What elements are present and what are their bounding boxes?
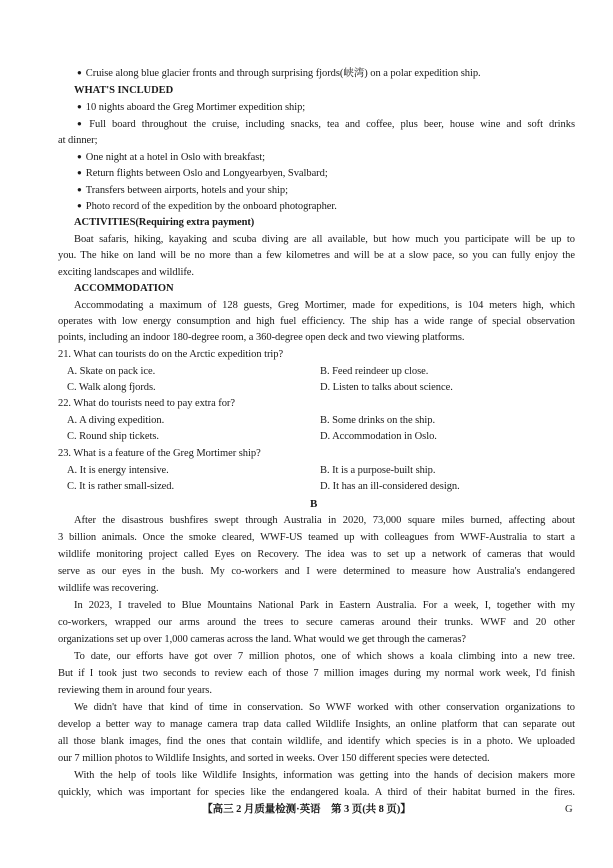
paragraph-line: points, including an indoor 180-degree room, a 360-degree open deck and two viewing platforms. [58,332,465,343]
paragraph-line: Boat safaris, hiking, kayaking and scuba diving are all available, but how much you participate will be up to [74,234,575,245]
section-b-heading: B [310,498,318,510]
included-heading: WHAT'S INCLUDED [74,85,174,96]
paragraph-line: With the help of tools like Wildlife Insights, information was getting into the hands of decision makers more [74,770,575,781]
option-b: B. Some drinks on the ship. [320,415,436,426]
option-d: D. Listen to talks about science. [320,382,453,393]
paragraph-line: reviewing them in around four years. [58,685,212,696]
paragraph-line: wildlife was recovering. [58,583,159,594]
paragraph-line: 3 billion animals. Once the smoke cleared, WWF-US teamed up with colleagues from WWF-Australia to start a [58,532,575,543]
paragraph-line: After the disastrous bushfires swept through Australia in 2020, 73,000 square miles burned, affecting about [74,515,575,526]
option-d: D. It has an ill-considered design. [320,481,460,492]
paragraph-line: We didn't have that kind of time in conservation. So WWF worked with other conservation organizations to [74,702,575,713]
paragraph-line: develop a better way to manage camera trap data called Wildlife Insights, an online platform that can separate out [58,719,575,730]
page-footer: 【高三 2 月质量检测·英语 第 3 页(共 8 页)】 [202,804,411,815]
paragraph-line: But if I took just two seconds to review each of those 7 million images during my normal work week, I'd finish [58,668,575,679]
included-item: ● 10 nights aboard the Greg Mortimer expedition ship; [77,101,305,115]
paragraph-line: our 7 million photos to Wildlife Insights, and sorted in weeks. Over 150 different species were detected. [58,753,490,764]
included-item-continuation: at dinner; [58,135,98,146]
included-item: ● Transfers between airports, hotels and your ship; [77,184,288,198]
included-item: ● Full board throughout the cruise, including snacks, tea and coffee, plus beer, house wine and soft drinks [77,118,575,132]
included-item: ● Photo record of the expedition by the onboard photographer. [77,200,337,214]
included-item: ● Return flights between Oslo and Longyearbyen, Svalbard; [77,167,328,181]
activities-heading: ACTIVITIES(Requiring extra payment) [74,217,255,228]
paragraph-line: quickly, which was important for species like the endangered koala. A third of their habitat burned in the fires. [58,787,575,798]
paragraph-line: To date, our efforts have got over 7 million photos, one of which shows a koala climbing into a new tree. [74,651,575,662]
option-b: B. Feed reindeer up close. [320,366,429,377]
paragraph-line: all those blank images, find the ones that contain wildlife, and identify which species is in a photo. We uploaded [58,736,575,747]
paragraph-line: In 2023, I traveled to Blue Mountains National Park in Eastern Australia. For a week, I, together with my [74,600,575,611]
paragraph-line: Accommodating a maximum of 128 guests, Greg Mortimer, made for expeditions, is 104 meters high, which [74,300,575,311]
paragraph-line: organizations set up over 1,000 cameras across the land. What would we get through the cameras? [58,634,467,645]
question-stem: 23. What is a feature of the Greg Mortimer ship? [58,448,261,459]
option-a: A. It is energy intensive. [67,465,169,476]
option-a: A. Skate on pack ice. [67,366,156,377]
paragraph-line: exciting landscapes and wildlife. [58,267,194,278]
option-c: C. Round ship tickets. [67,431,159,442]
paragraph-line: operates with low energy consumption and high fuel efficiency. The ship has a wide range of special observation [58,316,575,327]
paragraph-line: wildlife monitoring project called Eyes on Recovery. The idea was to set up a network of cameras that would [58,549,575,560]
paragraph-line: co-workers, wrapped our arms around the trees to secure cameras around their trunks. WWF and 20 other [58,617,575,628]
included-item: ● One night at a hotel in Oslo with breakfast; [77,151,265,165]
bullet-cruise: ● Cruise along blue glacier fronts and through surprising fjords(峡湾) on a polar expedition ship. [77,67,481,81]
option-b: B. It is a purpose-built ship. [320,465,436,476]
paragraph-line: you. The hike on land will be no more than a few kilometres and will be at a slow pace, so you can fully enjoy the [58,250,575,261]
question-stem: 21. What can tourists do on the Arctic expedition trip? [58,349,284,360]
paper-mark: G [565,804,573,815]
paragraph-line: serve as our eyes in the bush. My co-workers and I were determined to measure how Australia's endangered [58,566,575,577]
accommodation-heading: ACCOMMODATION [74,283,174,294]
question-stem: 22. What do tourists need to pay extra for? [58,398,235,409]
option-c: C. Walk along fjords. [67,382,156,393]
option-d: D. Accommodation in Oslo. [320,431,437,442]
option-a: A. A diving expedition. [67,415,165,426]
option-c: C. It is rather small-sized. [67,481,175,492]
